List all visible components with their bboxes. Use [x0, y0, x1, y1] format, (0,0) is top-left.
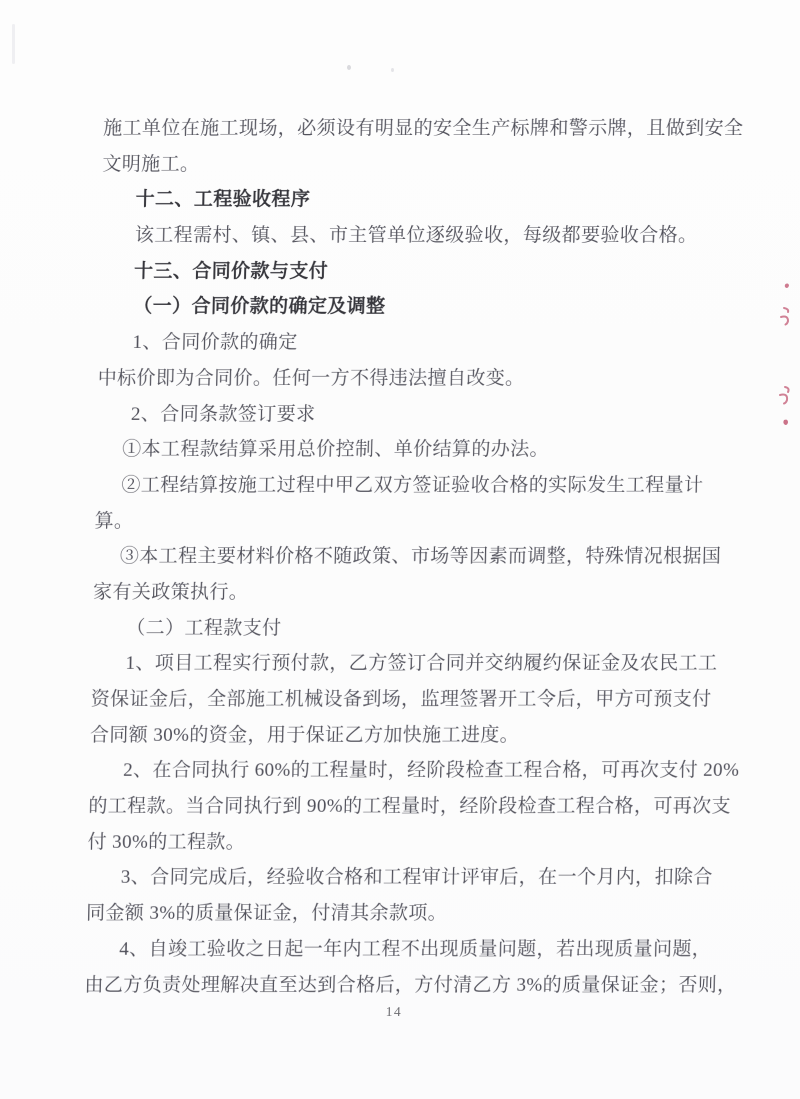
text-line: 2、合同条款签订要求 [130, 403, 316, 425]
scan-streak-artifact [12, 24, 15, 64]
text-line: ②工程结算按施工过程中甲乙双方签证验收合格的实际发生工程量计 [121, 474, 704, 496]
scan-speck-artifact [391, 68, 394, 72]
page-number: 14 [385, 1004, 403, 1019]
text-line: 十二、工程验收程序 [135, 189, 311, 211]
red-ink-marks [772, 278, 800, 430]
red-ink-mark [785, 284, 789, 288]
scan-speck-artifact [347, 65, 351, 70]
text-line: 付 30%的工程款。 [87, 831, 246, 853]
text-line: 文明施工。 [102, 153, 200, 175]
text-line: 的工程款。当合同执行到 90%的工程量时，经阶段检查工程合格，可再次支 [88, 796, 732, 818]
text-line: 2、在合同执行 60%的工程量时，经阶段检查工程合格，可再次支付 20% [122, 760, 740, 782]
text-line: ③本工程主要材料价格不随政策、市场等因素而调整，特殊情况根据国 [119, 546, 722, 568]
red-ink-mark [784, 308, 788, 312]
text-line: 1、合同价款的确定 [132, 332, 298, 354]
red-ink-mark [783, 420, 788, 425]
text-line: （一）合同价款的确定及调整 [133, 296, 386, 318]
text-line: 施工单位在施工现场，必须设有明显的安全生产标牌和警示牌，且做到安全 [102, 118, 744, 139]
text-line: 算。 [94, 510, 134, 532]
text-line: 4、自竣工验收之日起一年内工程不出现质量问题，若出现质量问题， [119, 938, 712, 960]
text-line: 合同额 30%的资金，用于保证乙方加快施工进度。 [89, 724, 520, 746]
text-line: ①本工程款结算采用总价控制、单价结算的办法。 [121, 439, 550, 461]
text-line: 家有关政策执行。 [92, 581, 249, 603]
red-ink-mark [781, 317, 788, 325]
text-line: 1、项目工程实行预付款，乙方签订合同并交纳履约保证金及农民工工 [125, 653, 718, 675]
text-line: 由乙方负责处理解决直至达到合格后，方付清乙方 3%的质量保证金；否则， [84, 974, 737, 996]
document-lines [84, 111, 744, 1003]
text-line: 中标价即为合同价。任何一方不得违法擅自改变。 [97, 367, 525, 389]
text-line: 资保证金后，全部施工机械设备到场，监理签署开工令后，甲方可预支付 [90, 689, 712, 710]
text-line: 3、合同完成后，经验收合格和工程审计评审后，在一个月内，扣除合 [120, 867, 713, 889]
text-line: 该工程需村、镇、县、市主管单位逐级验收，每级都要验收合格。 [134, 225, 698, 247]
red-ink-mark [780, 395, 787, 404]
text-line: 十三、合同价款与支付 [133, 260, 329, 282]
text-line: 同金额 3%的质量保证金，付清其余款项。 [85, 903, 448, 925]
text-line: （二）工程款支付 [126, 617, 282, 639]
red-ink-mark [785, 387, 789, 392]
